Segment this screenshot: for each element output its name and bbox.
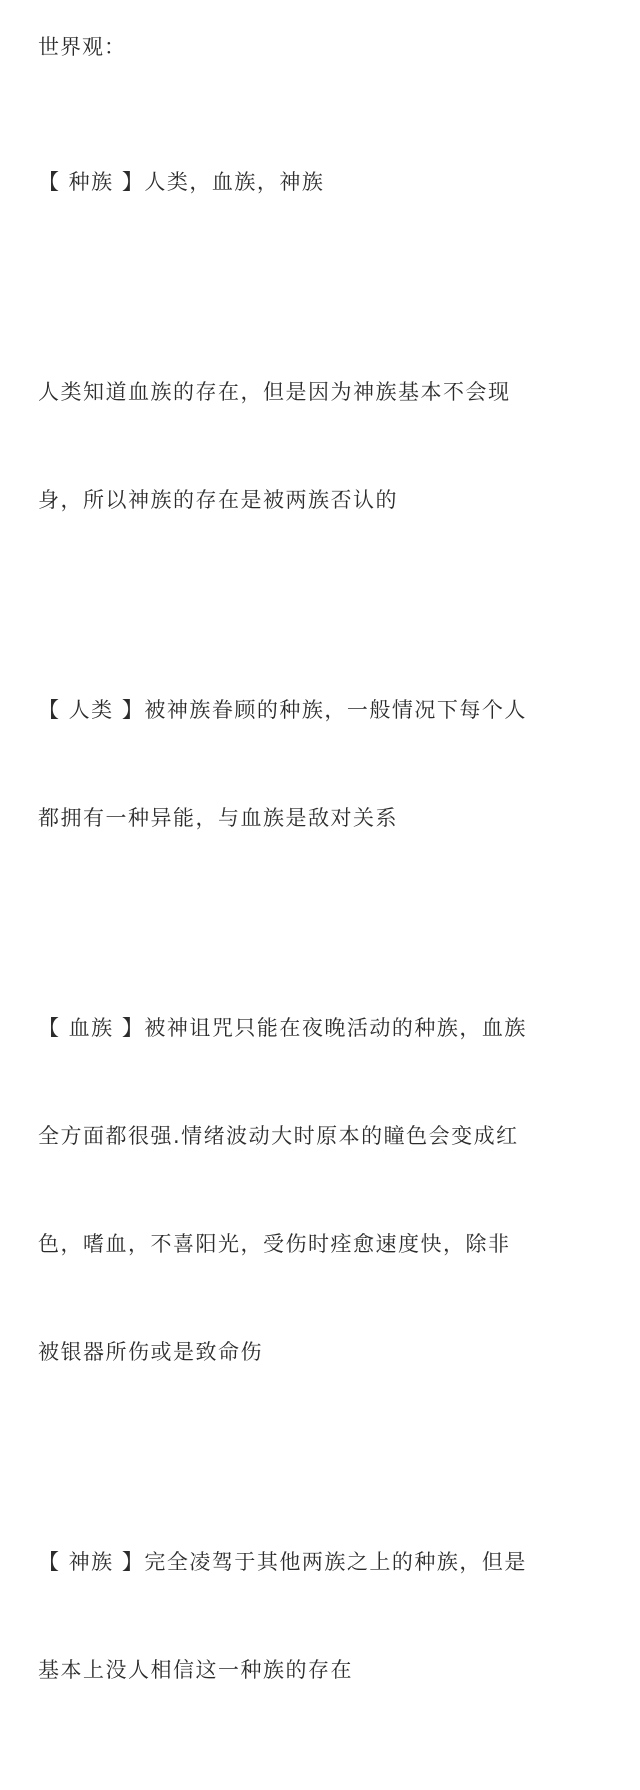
- text-line: 人类知道血族的存在，但是因为神族基本不会现: [38, 380, 511, 404]
- text-line: 被银器所伤或是致命伤: [38, 1340, 263, 1364]
- paragraph-races: [38, 92, 608, 272]
- text-line: 身，所以神族的存在是被两族否认的: [38, 488, 398, 512]
- paragraph-humans: [38, 620, 608, 908]
- document-body: [38, 30, 608, 1790]
- text-line: 【 神族 】完全凌驾于其他两族之上的种族，但是: [38, 1550, 527, 1574]
- text-line: 【 种族 】人类，血族，神族: [38, 170, 325, 194]
- paragraph-gods: [38, 1472, 608, 1760]
- text-line: 都拥有一种异能，与血族是敌对关系: [38, 806, 398, 830]
- document-title: 世界观：: [38, 35, 126, 59]
- text-line: 色，嗜血，不喜阳光，受伤时痊愈速度快，除非: [38, 1232, 511, 1256]
- paragraph-existence: [38, 302, 608, 590]
- text-line: 【 人类 】被神族眷顾的种族，一般情况下每个人: [38, 698, 527, 722]
- text-line: 【 血族 】被神诅咒只能在夜晚活动的种族，血族: [38, 1016, 527, 1040]
- text-line: 基本上没人相信这一种族的存在: [38, 1658, 353, 1682]
- text-line: 全方面都很强.情绪波动大时原本的瞳色会变成红: [38, 1124, 519, 1148]
- paragraph-vampires: [38, 938, 608, 1442]
